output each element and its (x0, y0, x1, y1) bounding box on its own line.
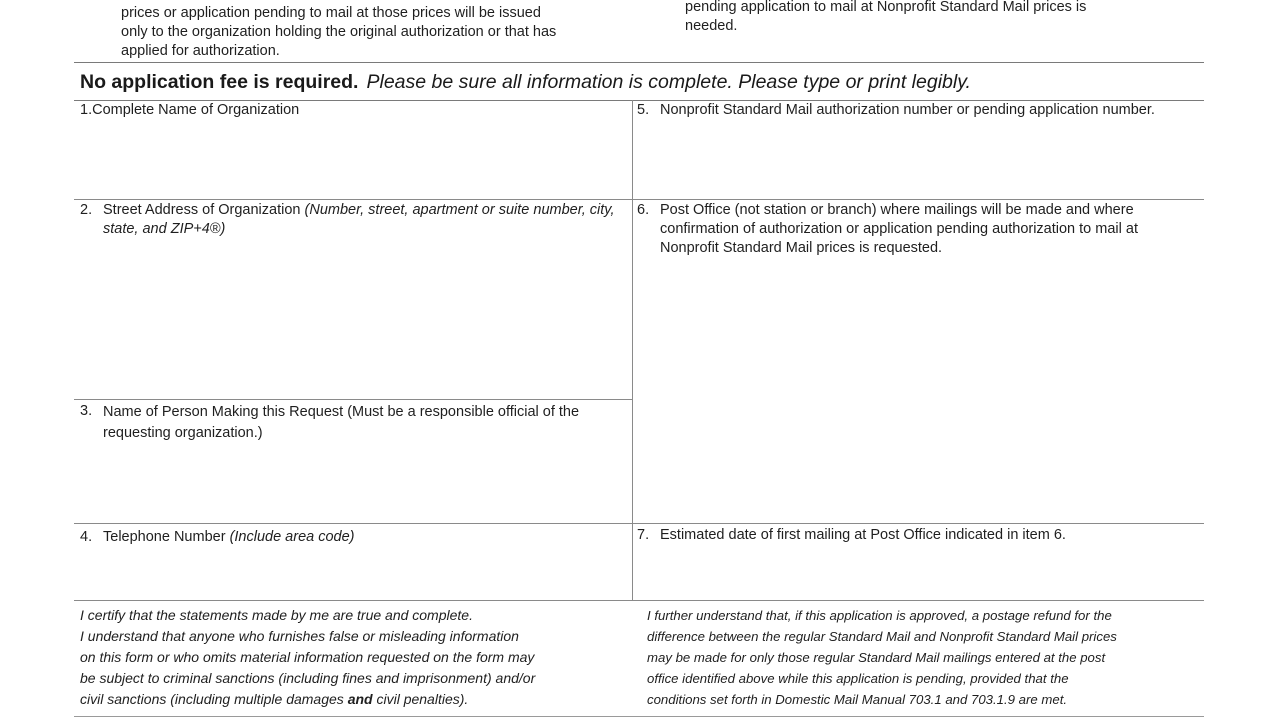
field-6-label-block (637, 201, 1197, 261)
cert-left-line-5 (80, 689, 630, 710)
field-6-label: Post Office (not station or branch) where mailings will be made and where confirmation of authorization or application pending authorization to mail at Nonprofit Standard Mail prices is requested. (660, 202, 1138, 256)
field-3-label-block (80, 402, 630, 444)
cert-and-bold: and (347, 691, 373, 707)
field-1-label: 1.Complete Name of Organization (80, 102, 300, 118)
field-5-label: Nonprofit Standard Mail authorization number or pending application number. (660, 102, 1155, 118)
cert-right-line-1: I further understand that, if this application is approved, a postage refund for the (647, 608, 1112, 623)
field-post-office[interactable] (633, 200, 1203, 522)
field-2-label-block (80, 201, 625, 241)
rule-bottom (74, 716, 1204, 717)
field-5-number: 5. (637, 102, 650, 118)
field-3-label: Name of Person Making this Request (Must be a responsible official of the requesting organization.) (103, 404, 580, 441)
cert-right-line-2: difference between the regular Standard Mail and Nonprofit Standard Mail prices (647, 629, 1117, 644)
cert-right-line-4: office identified above while this application is pending, provided that the (647, 671, 1069, 686)
field-5-label-block (637, 101, 1177, 141)
field-4-hint: (Include area code) (229, 529, 355, 545)
field-4-text (103, 528, 625, 547)
field-7-label: Estimated date of first mailing at Post Office indicated in item 6. (660, 527, 1066, 543)
field-2-hint: (Number, street, apartment or suite number, city, state, and ZIP+4®) (103, 202, 615, 237)
certification-right (647, 605, 1202, 710)
top-right-line-1: pending application to mail at Nonprofit Standard Mail prices is (685, 0, 1087, 15)
field-7-number: 7. (637, 527, 650, 543)
cert-right-line-3: may be made for only those regular Standard Mail mailings entered at the post (647, 650, 1106, 665)
cert-right-line-5: conditions set forth in Domestic Mail Manual 703.1 and 703.1.9 are met. (647, 692, 1068, 707)
cert-left-line-5a: civil sanctions (including multiple damages (80, 691, 348, 707)
cert-left-line-5b: civil penalties). (372, 691, 469, 707)
top-left-line-2: only to the organization holding the original authorization or that has (121, 24, 557, 40)
cert-left-line-1: I certify that the statements made by me are true and complete. (80, 607, 473, 623)
field-telephone[interactable] (75, 524, 631, 599)
field-7-label-block (637, 526, 1197, 546)
field-2-label: Street Address of Organization (103, 202, 301, 218)
field-authorization-number[interactable] (633, 101, 1203, 198)
banner-bold-text: No application fee is required. (80, 71, 359, 93)
field-organization-name[interactable] (75, 101, 631, 198)
rule-form-bottom (74, 600, 1204, 601)
instruction-banner (80, 70, 971, 94)
field-2-number: 2. (80, 202, 93, 218)
field-4-number: 4. (80, 529, 93, 545)
top-left-line-1: prices or application pending to mail at those prices will be issued (121, 5, 541, 21)
banner-italic-text: Please be sure all information is complete. Please type or print legibly. (366, 71, 971, 93)
field-3-number: 3. (80, 403, 93, 419)
field-street-address[interactable] (75, 200, 631, 398)
field-6-number: 6. (637, 202, 650, 218)
top-right-line-2: needed. (685, 18, 738, 34)
certification-left (80, 605, 630, 710)
field-first-mailing-date[interactable] (633, 524, 1203, 599)
top-left-line-3: applied for authorization. (121, 43, 280, 59)
cert-left-line-4: be subject to criminal sanctions (including fines and imprisonment) and/or (80, 670, 536, 686)
field-4-label-block (80, 528, 625, 548)
cert-left-line-2: I understand that anyone who furnishes false or misleading information (80, 628, 519, 644)
field-2-text (103, 201, 625, 239)
field-requester-name[interactable] (75, 400, 631, 522)
cert-left-line-3: on this form or who omits material information requested on the form may (80, 649, 535, 665)
field-4-label: Telephone Number (103, 529, 226, 545)
rule-top (74, 62, 1204, 63)
